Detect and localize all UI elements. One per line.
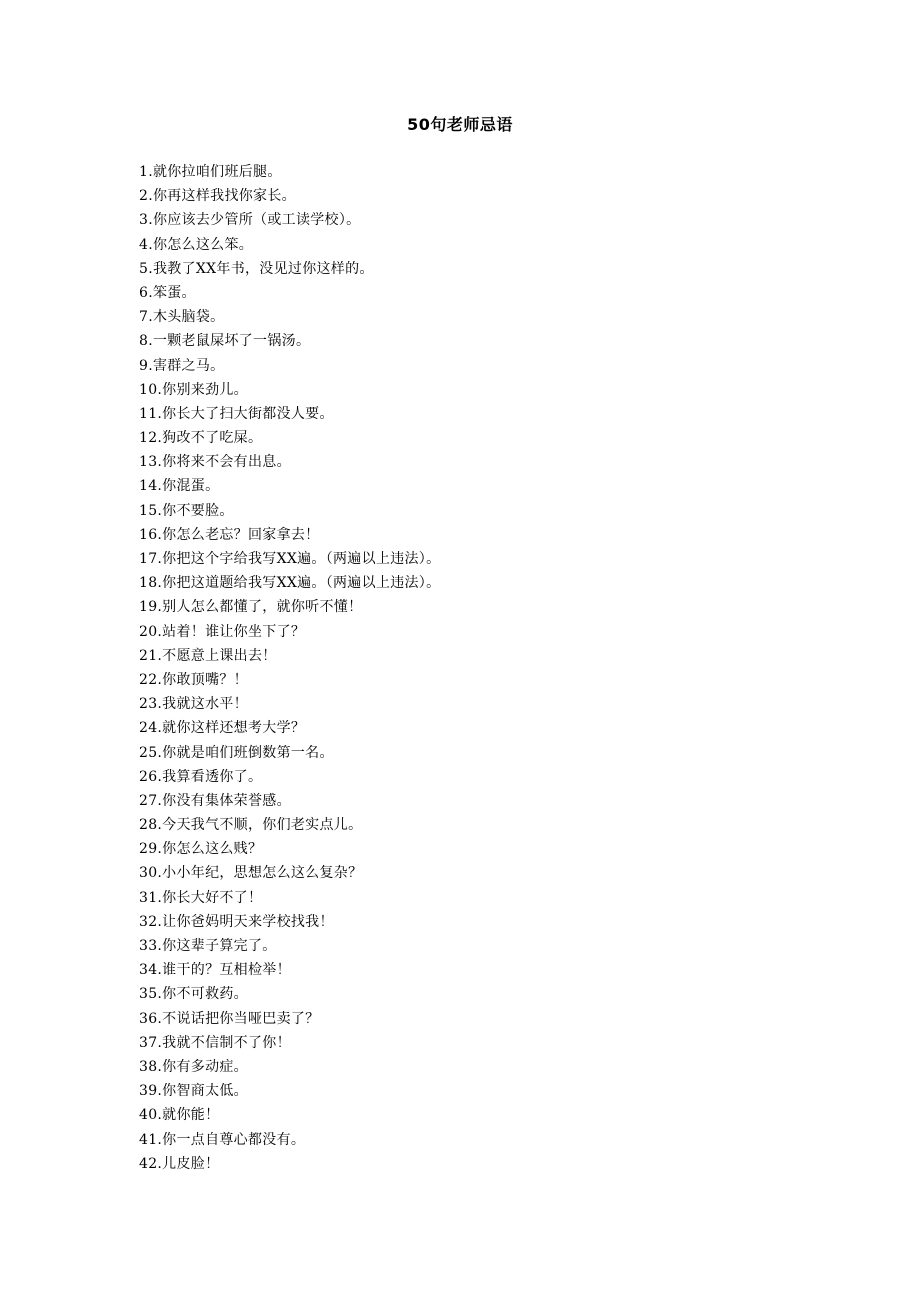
list-item: 32.让你爸妈明天来学校找我！ bbox=[139, 913, 334, 930]
statement-list bbox=[139, 160, 440, 1176]
list-item: 9.害群之马。 bbox=[139, 357, 225, 374]
list-item: 41.你一点自尊心都没有。 bbox=[139, 1131, 306, 1148]
list-item: 12.狗改不了吃屎。 bbox=[139, 430, 263, 447]
list-item: 2.你再这样我找你家长。 bbox=[139, 188, 296, 205]
list-item: 23.我就这水平！ bbox=[139, 696, 248, 713]
list-item: 17.你把这个字给我写XX遍。（两遍以上违法）。 bbox=[139, 551, 441, 567]
list-item: 29.你怎么这么贱？ bbox=[139, 841, 263, 858]
list-item: 7.木头脑袋。 bbox=[139, 309, 225, 326]
list-item: 19.别人怎么都懂了，就你听不懂！ bbox=[139, 599, 363, 616]
list-item: 35.你不可救药。 bbox=[139, 986, 248, 1003]
list-item: 8.一颗老鼠屎坏了一锅汤。 bbox=[139, 333, 311, 350]
list-item: 22.你敢顶嘴？！ bbox=[139, 671, 248, 688]
list-item: 37.我就不信制不了你！ bbox=[139, 1034, 291, 1051]
list-item: 30.小小年纪，思想怎么这么复杂？ bbox=[139, 865, 363, 882]
list-item: 6.笨蛋。 bbox=[139, 284, 196, 301]
list-item: 28.今天我气不顺，你们老实点儿。 bbox=[139, 817, 363, 834]
list-item: 14.你混蛋。 bbox=[139, 478, 220, 495]
list-item: 34.谁干的？互相检举！ bbox=[139, 962, 291, 979]
list-item: 3.你应该去少管所（或工读学校）。 bbox=[139, 212, 361, 229]
list-item: 10.你别来劲儿。 bbox=[139, 381, 248, 398]
list-item: 4.你怎么这么笨。 bbox=[139, 236, 254, 253]
list-item: 33.你这辈子算完了。 bbox=[139, 938, 277, 954]
list-item: 20.站着！谁让你坐下了？ bbox=[139, 623, 306, 640]
list-item: 15.你不要脸。 bbox=[139, 502, 234, 519]
list-item: 13.你将来不会有出息。 bbox=[139, 454, 291, 471]
list-item: 36.不说话把你当哑巴卖了？ bbox=[139, 1010, 320, 1027]
list-item: 39.你智商太低。 bbox=[139, 1083, 248, 1100]
list-item: 1.就你拉咱们班后腿。 bbox=[139, 164, 282, 180]
list-item: 24.就你这样还想考大学？ bbox=[139, 720, 306, 737]
list-item: 16.你怎么老忘？回家拿去！ bbox=[139, 526, 320, 543]
list-item: 27.你没有集体荣誉感。 bbox=[139, 792, 291, 809]
document-title: 50句老师忌语 bbox=[407, 115, 513, 134]
list-item: 25.你就是咱们班倒数第一名。 bbox=[139, 744, 334, 761]
list-item: 31.你长大好不了！ bbox=[139, 889, 263, 906]
list-item: 42.儿皮脸！ bbox=[139, 1155, 220, 1172]
list-item: 38.你有多动症。 bbox=[139, 1058, 248, 1075]
list-item: 5.我教了XX年书，没见过你这样的。 bbox=[139, 260, 374, 277]
list-item: 18.你把这道题给我写XX遍。（两遍以上违法）。 bbox=[139, 575, 441, 592]
list-item: 40.就你能！ bbox=[139, 1107, 220, 1124]
list-item: 11.你长大了扫大街都没人要。 bbox=[139, 405, 334, 422]
list-item: 21.不愿意上课出去！ bbox=[139, 647, 277, 664]
list-item: 26.我算看透你了。 bbox=[139, 768, 263, 785]
